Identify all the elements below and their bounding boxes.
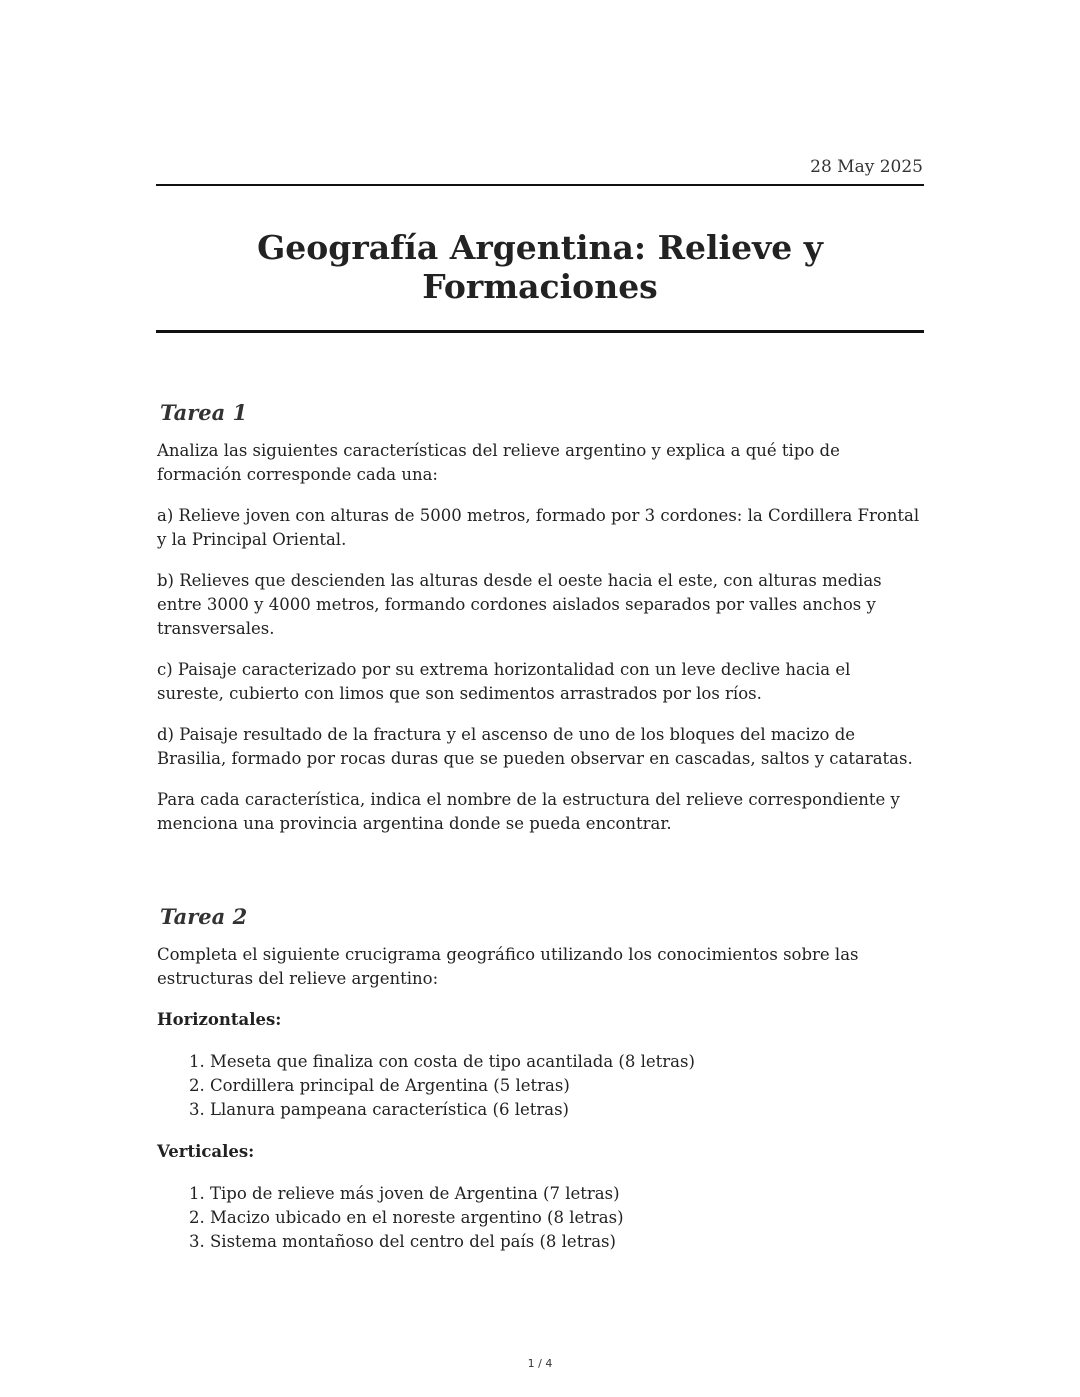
horizontal-clue: 2. Cordillera principal de Argentina (5 letras): [210, 1074, 922, 1098]
vertical-clue: 1. Tipo de relieve más joven de Argentina (7 letras): [210, 1182, 922, 1206]
task-1-item-a: a) Relieve joven con alturas de 5000 metros, formado por 3 cordones: la Cordillera Frontal y la Principal Oriental.: [157, 506, 920, 549]
header-divider: [156, 184, 924, 186]
document-body: [157, 400, 922, 1272]
vertical-clue: 2. Macizo ubicado en el noreste argentino (8 letras): [210, 1206, 922, 1230]
task-1-section: [157, 400, 922, 836]
vertical-clues-label: Verticales:: [157, 1142, 255, 1161]
task-1-intro: Analiza las siguientes características del relieve argentino y explica a qué tipo de formación corresponde cada una:: [157, 441, 840, 484]
horizontal-clues-list: [157, 1050, 922, 1122]
title-divider: [156, 330, 924, 333]
horizontal-clue: 1. Meseta que finaliza con costa de tipo acantilada (8 letras): [210, 1050, 922, 1074]
task-1-heading: Tarea 1: [160, 400, 248, 425]
vertical-clues-list: [157, 1182, 922, 1254]
task-2-section: [157, 904, 922, 1254]
horizontal-clues-label: Horizontales:: [157, 1010, 282, 1029]
task-1-item-c: c) Paisaje caracterizado por su extrema horizontalidad con un leve declive hacia el sureste, cubierto con limos que son sedimentos arrastrados por los ríos.: [157, 660, 851, 703]
task-1-closing: Para cada característica, indica el nombre de la estructura del relieve correspondiente y menciona una provincia argentina donde se pueda encontrar.: [157, 790, 900, 833]
document-date: 28 May 2025: [810, 157, 923, 177]
vertical-clue: 3. Sistema montañoso del centro del país (8 letras): [210, 1230, 922, 1254]
page-title: Geografía Argentina: Relieve y Formaciones: [257, 228, 823, 306]
task-1-item-d: d) Paisaje resultado de la fractura y el ascenso de uno de los bloques del macizo de Brasilia, formado por rocas duras que se pueden observar en cascadas, saltos y cataratas.: [157, 725, 913, 768]
task-2-intro: Completa el siguiente crucigrama geográfico utilizando los conocimientos sobre las estructuras del relieve argentino:: [157, 945, 859, 988]
task-1-item-b: b) Relieves que descienden las alturas desde el oeste hacia el este, con alturas medias entre 3000 y 4000 metros, formando cordones aislados separados por valles anchos y transversales.: [157, 571, 882, 638]
horizontal-clue: 3. Llanura pampeana característica (6 letras): [210, 1098, 922, 1122]
page-number: 1 / 4: [527, 1357, 553, 1370]
task-2-heading: Tarea 2: [160, 904, 248, 929]
